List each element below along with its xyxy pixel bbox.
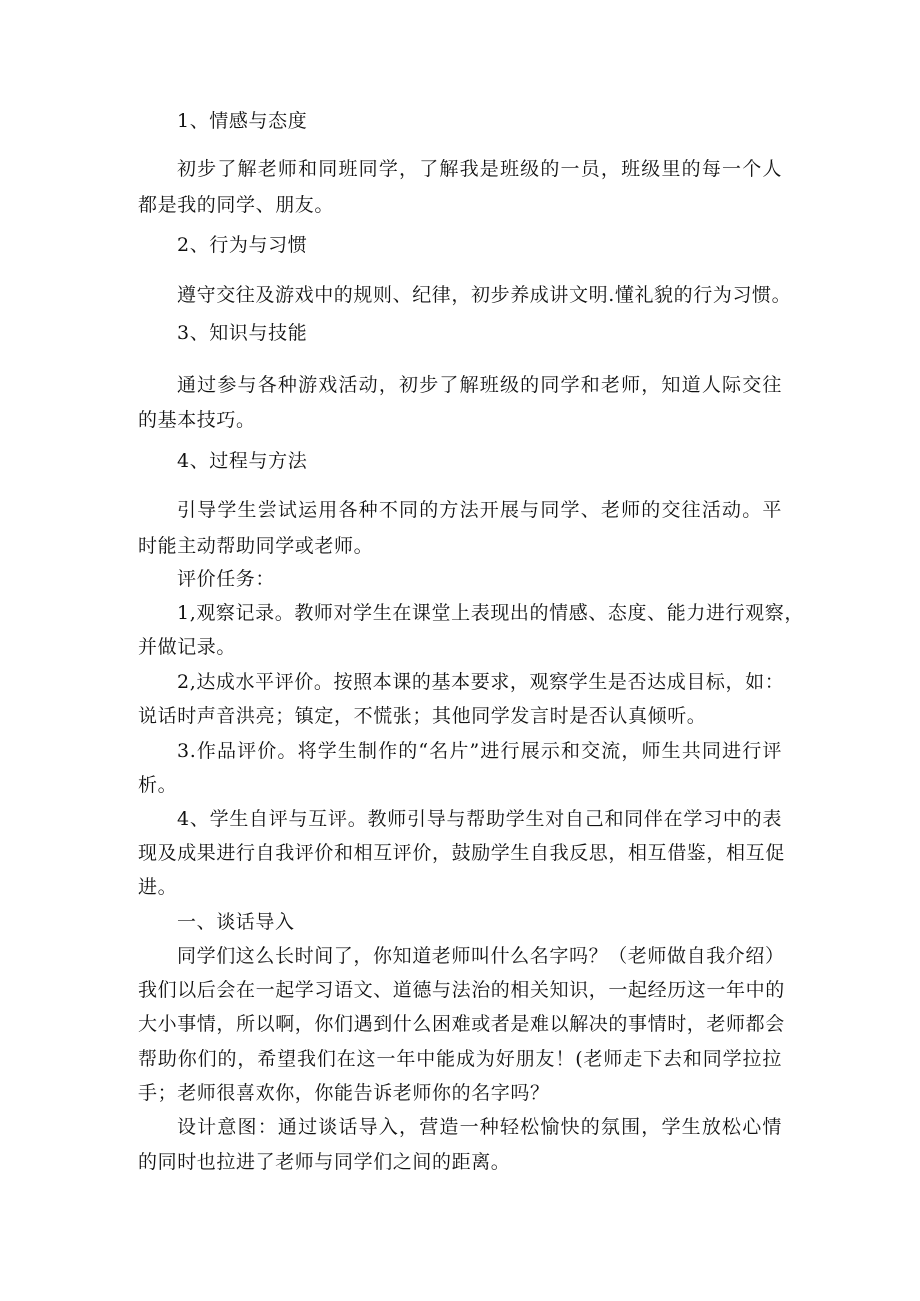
paragraph-line: 我们以后会在一起学习语文、道德与法治的相关知识，一起经历这一年中的 [138,979,785,1001]
heading-attitude: 1、情感与态度 [177,110,308,132]
paragraph-line: 3.作品评价。将学生制作的“名片”进行展示和交流，师生共同进行评 [177,740,782,762]
heading-behavior: 2、行为与习惯 [177,234,308,256]
paragraph-line: 2,达成水平评价。按照本课的基本要求，观察学生是否达成目标，如： [177,671,785,693]
heading-intro-talk: 一、谈话导入 [177,911,295,933]
paragraph-line: 4、学生自评与互评。教师引导与帮助学生对自己和同伴在学习中的表 [177,808,782,830]
paragraph-line: 通过参与各种游戏活动，初步了解班级的同学和老师，知道人际交往 [177,374,782,396]
paragraph-line: 引导学生尝试运用各种不同的方法开展与同学、老师的交往活动。平 [177,499,782,521]
paragraph-line: 的同时也拉进了老师与同学们之间的距离。 [138,1151,511,1173]
paragraph-line: 现及成果进行自我评价和相互评价，鼓励学生自我反思，相互借鉴，相互促 [138,842,785,864]
paragraph-line: 设计意图：通过谈话导入，营造一种轻松愉快的氛围，学生放松心情 [177,1116,782,1138]
paragraph-line: 说话时声音洪亮；镇定，不慌张；其他同学发言时是否认真倾听。 [138,705,707,727]
paragraph-line: 时能主动帮助同学或老师。 [138,535,374,557]
heading-evaluation-tasks: 评价任务： [177,568,276,590]
paragraph-line: 的基本技巧。 [138,409,256,431]
paragraph-line: 并做记录。 [138,636,237,658]
paragraph-line: 都是我的同学、朋友。 [138,194,335,216]
heading-knowledge: 3、知识与技能 [177,322,308,344]
paragraph-line: 进。 [138,876,178,898]
paragraph-line: 帮助你们的，希望我们在这一年中能成为好朋友！(老师走下去和同学拉拉 [138,1048,782,1070]
paragraph-line: 初步了解老师和同班同学，了解我是班级的一员，班级里的每一个人 [177,158,782,180]
paragraph-line: 1,观察记录。教师对学生在课堂上表现出的情感、态度、能力进行观察， [177,602,804,624]
heading-process: 4、过程与方法 [177,450,308,472]
paragraph-line: 析。 [138,774,178,796]
paragraph-line: 遵守交往及游戏中的规则、纪律，初步养成讲文明.懂礼貌的行为习惯。 [177,284,792,306]
paragraph-line: 大小事情，所以啊，你们遇到什么困难或者是难以解决的事情时，老师都会 [138,1013,785,1035]
paragraph-line: 同学们这么长时间了，你知道老师叫什么名字吗？（老师做自我介绍） [177,945,785,967]
paragraph-line: 手；老师很喜欢你，你能告诉老师你的名字吗？ [138,1082,550,1104]
